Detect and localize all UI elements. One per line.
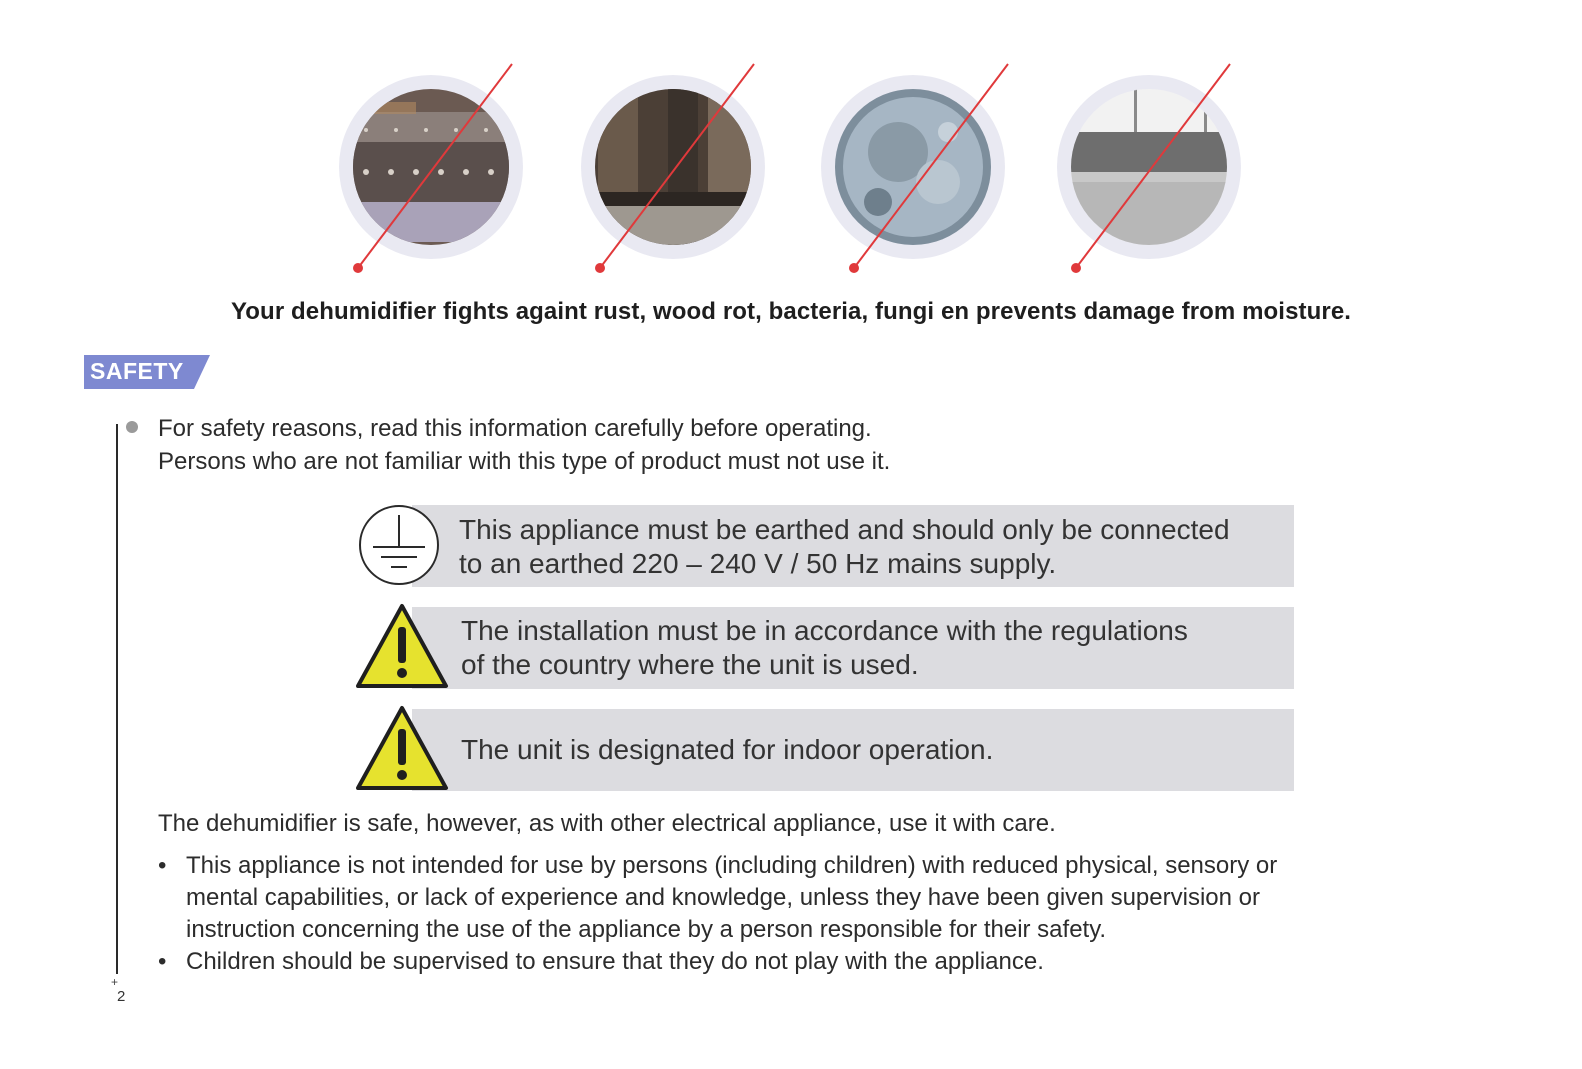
list-item xyxy=(158,946,1448,978)
notice-indoor-line-1: The unit is designated for indoor operation. xyxy=(461,734,994,765)
intro-bullet-dot xyxy=(126,421,138,433)
rule-end-marker: + xyxy=(111,975,119,989)
wood-rot-photo-icon xyxy=(578,72,768,262)
list-item xyxy=(158,850,1448,946)
intro-line-1: For safety reasons, read this information carefully before operating. xyxy=(158,415,872,442)
list-item-line: Children should be supervised to ensure that they do not play with the appliance. xyxy=(186,948,1044,975)
notice-installation-text xyxy=(461,614,1188,682)
section-vertical-rule xyxy=(116,424,118,974)
safety-bullet-list xyxy=(158,850,1448,978)
list-item-line: This appliance is not intended for use by persons (including children) with reduced physical, sensory or xyxy=(186,852,1278,879)
warning-icon xyxy=(355,705,449,796)
page-number: 2 xyxy=(117,988,126,1005)
notice-indoor-text xyxy=(461,733,993,767)
notice-earthing-text xyxy=(459,513,1230,581)
notice-installation-line-2: of the country where the unit is used. xyxy=(461,649,919,680)
general-safety-statement: The dehumidifier is safe, however, as with other electrical appliance, use it with care. xyxy=(158,810,1056,837)
earth-ground-icon xyxy=(357,503,441,592)
damage-photos-row xyxy=(0,0,1582,290)
section-title: SAFETY xyxy=(90,358,184,384)
notice-earthing-line-1: This appliance must be earthed and should only be connected xyxy=(459,514,1230,545)
list-item-line: instruction concerning the use of the appliance by a person responsible for their safety. xyxy=(186,916,1107,943)
intro-text xyxy=(158,412,890,478)
notice-installation-line-1: The installation must be in accordance with the regulations xyxy=(461,615,1188,646)
list-bullet: • xyxy=(158,948,167,975)
photos-caption: Your dehumidifier fights againt rust, wood rot, bacteria, fungi en prevents damage from moisture. xyxy=(230,298,1352,325)
notice-earthing-line-2: to an earthed 220 – 240 V / 50 Hz mains supply. xyxy=(459,548,1057,579)
rust-photo-icon xyxy=(336,72,526,262)
intro-line-2: Persons who are not familiar with this type of product must not use it. xyxy=(158,448,891,475)
wall-damage-photo-icon xyxy=(1054,72,1244,262)
list-item-line: mental capabilities, or lack of experience and knowledge, unless they have been given supervision or xyxy=(186,884,1260,911)
mold-photo-icon xyxy=(818,72,1008,262)
list-bullet: • xyxy=(158,852,167,879)
warning-icon xyxy=(355,603,449,694)
